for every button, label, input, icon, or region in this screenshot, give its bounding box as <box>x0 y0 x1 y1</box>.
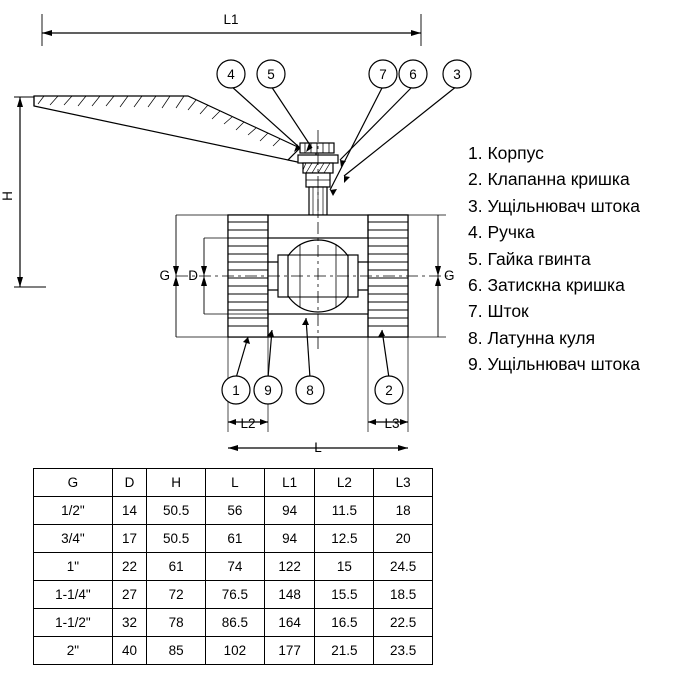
table-cell: 18.5 <box>374 581 433 609</box>
table-header-cell: D <box>112 469 147 497</box>
table-cell: 18 <box>374 497 433 525</box>
dim-label-g-right: G <box>444 268 455 283</box>
table-cell: 61 <box>147 553 206 581</box>
leader-1 <box>236 337 248 378</box>
leader-7 <box>330 86 383 190</box>
table-cell: 164 <box>264 609 315 637</box>
table-cell: 78 <box>147 609 206 637</box>
dim-label-l2: L2 <box>240 416 256 431</box>
table-cell: 23.5 <box>374 637 433 665</box>
callout-label-9: 9 <box>264 383 272 398</box>
callout-label-6: 6 <box>409 67 417 82</box>
table-cell: 122 <box>264 553 315 581</box>
dim-label-l1: L1 <box>223 12 239 27</box>
table-cell: 50.5 <box>147 525 206 553</box>
callout-label-1: 1 <box>232 383 240 398</box>
handle-outline <box>34 96 300 160</box>
callout-label-7: 7 <box>379 67 387 82</box>
table-cell: 74 <box>206 553 265 581</box>
dim-label-l3: L3 <box>384 416 400 431</box>
table-cell: 94 <box>264 497 315 525</box>
table-header-cell: H <box>147 469 206 497</box>
dim-label-d: D <box>188 268 198 283</box>
table-cell: 2" <box>34 637 113 665</box>
legend-item-6: 6. Затискна кришка <box>468 275 625 296</box>
callout-label-5: 5 <box>267 67 275 82</box>
table-cell: 1-1/2" <box>34 609 113 637</box>
table-cell: 76.5 <box>206 581 265 609</box>
table-cell: 22 <box>112 553 147 581</box>
table-header-cell: L2 <box>315 469 374 497</box>
table-cell: 40 <box>112 637 147 665</box>
table-cell: 1/2" <box>34 497 113 525</box>
table-cell: 86.5 <box>206 609 265 637</box>
table-cell: 15.5 <box>315 581 374 609</box>
table-cell: 16.5 <box>315 609 374 637</box>
arrow-h-top <box>17 97 23 107</box>
table-cell: 17 <box>112 525 147 553</box>
dimensions-table <box>33 468 433 665</box>
legend-item-1: 1. Корпус <box>468 143 544 163</box>
table-row <box>34 525 433 553</box>
table-cell: 148 <box>264 581 315 609</box>
dim-label-h: H <box>0 191 15 201</box>
table-cell: 177 <box>264 637 315 665</box>
table-header-cell: L <box>206 469 265 497</box>
table-cell: 50.5 <box>147 497 206 525</box>
legend-item-9: 9. Ущільнювач штока <box>468 354 640 375</box>
table-cell: 22.5 <box>374 609 433 637</box>
legend-item-7: 7. Шток <box>468 301 529 322</box>
arrow-h-bottom <box>17 277 23 287</box>
arrow-l1-right <box>411 30 421 36</box>
table-cell: 20 <box>374 525 433 553</box>
table-header-cell: G <box>34 469 113 497</box>
legend-item-8: 8. Латунна куля <box>468 327 596 348</box>
arrow-l1-left <box>42 30 52 36</box>
legend-item-2: 2. Клапанна кришка <box>468 169 630 190</box>
table-cell: 85 <box>147 637 206 665</box>
callout-label-8: 8 <box>306 383 314 398</box>
table-cell: 14 <box>112 497 147 525</box>
table-header-row <box>34 469 433 497</box>
legend-item-3: 3. Ущільнювач штока <box>468 195 640 216</box>
table-cell: 61 <box>206 525 265 553</box>
table-cell: 56 <box>206 497 265 525</box>
table-cell: 102 <box>206 637 265 665</box>
table-cell: 27 <box>112 581 147 609</box>
callout-label-2: 2 <box>385 383 393 398</box>
table-row <box>34 637 433 665</box>
table-cell: 21.5 <box>315 637 374 665</box>
table-cell: 1" <box>34 553 113 581</box>
table-row <box>34 553 433 581</box>
callout-label-3: 3 <box>453 67 461 82</box>
table-cell: 12.5 <box>315 525 374 553</box>
table-row <box>34 581 433 609</box>
table-cell: 11.5 <box>315 497 374 525</box>
table-header-cell: L3 <box>374 469 433 497</box>
legend-item-4: 4. Ручка <box>468 222 535 243</box>
parts-legend <box>468 140 698 378</box>
dim-label-g-left: G <box>159 268 170 283</box>
table-cell: 72 <box>147 581 206 609</box>
table-cell: 3/4" <box>34 525 113 553</box>
table-cell: 32 <box>112 609 147 637</box>
callout-label-4: 4 <box>227 67 235 82</box>
legend-item-5: 5. Гайка гвинта <box>468 248 591 269</box>
table-cell: 94 <box>264 525 315 553</box>
table-cell: 15 <box>315 553 374 581</box>
table-cell: 24.5 <box>374 553 433 581</box>
dim-label-l: L <box>314 440 322 455</box>
table-row <box>34 497 433 525</box>
table-row <box>34 609 433 637</box>
leader-6 <box>340 86 413 160</box>
table-header-cell: L1 <box>264 469 315 497</box>
table-cell: 1-1/4" <box>34 581 113 609</box>
